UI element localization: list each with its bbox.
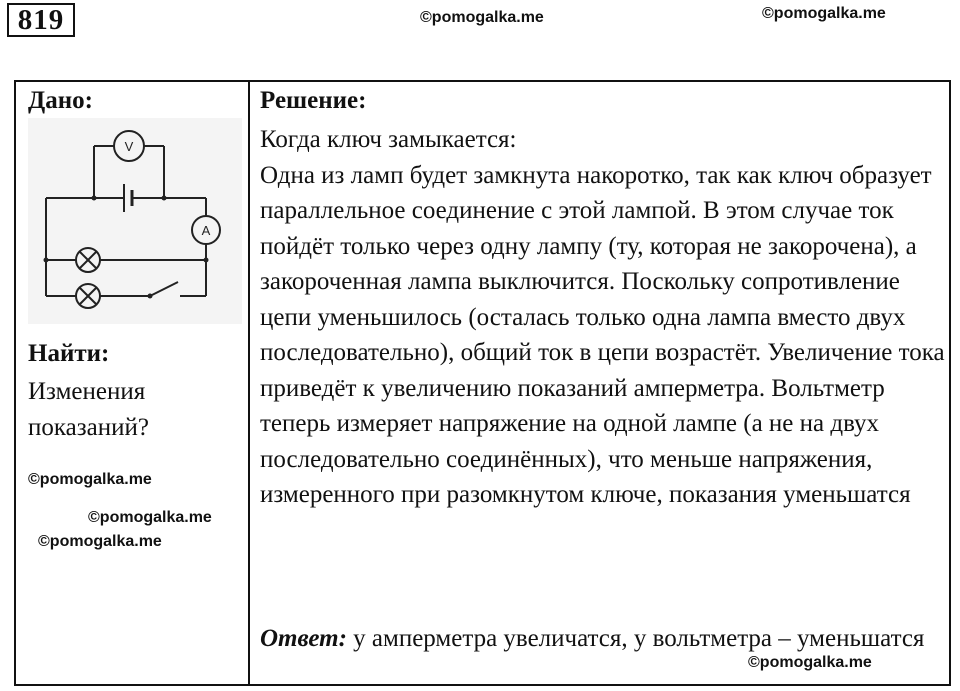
voltmeter-label: V	[124, 139, 134, 154]
answer-text: у амперметра увеличатся, у вольтметра – уменьшатся	[346, 625, 925, 652]
ammeter-label: A	[201, 223, 211, 238]
column-divider	[248, 80, 250, 686]
watermark: ©pomogalka.me	[762, 5, 886, 22]
solution-text: Когда ключ замыкается: Одна из ламп будет замкнута накоротко, так как ключ образует параллельное соединение с этой лампой. В этом случае ток пойдёт только через одну лампу (ту, которая не закорочена), а закороченная лампа выключится. Поскольку сопротивление цепи уменьшилось (осталась только одна лампа вместо двух последовательно), общий ток в цепи возрастёт. Увеличение тока приведёт к увеличению показаний амперметра. Вольтметр теперь измеряет напряжение на одной лампе (а не на двух последовательно соединённых), что меньше напряжения, измеренного при разомкнутом ключе, показания уменьшатся	[260, 126, 945, 508]
find-text: Изменения показаний?	[28, 378, 149, 441]
circuit-diagram	[28, 118, 242, 324]
problem-number: 819	[7, 3, 75, 37]
find-heading: Найти:	[28, 340, 110, 367]
answer-label: Ответ:	[260, 625, 347, 652]
watermark: ©pomogalka.me	[28, 471, 152, 488]
answer	[260, 621, 950, 656]
junction-dot	[204, 258, 209, 263]
junction-dot	[162, 196, 167, 201]
watermark: ©pomogalka.me	[88, 509, 212, 526]
junction-dot	[44, 258, 49, 263]
given-heading: Дано:	[28, 87, 93, 114]
junction-dot	[92, 196, 97, 201]
watermark: ©pomogalka.me	[748, 654, 872, 671]
solution-heading: Решение:	[260, 87, 367, 114]
junction-dot	[148, 294, 153, 299]
watermark: ©pomogalka.me	[38, 533, 162, 550]
watermark: ©pomogalka.me	[420, 9, 544, 26]
